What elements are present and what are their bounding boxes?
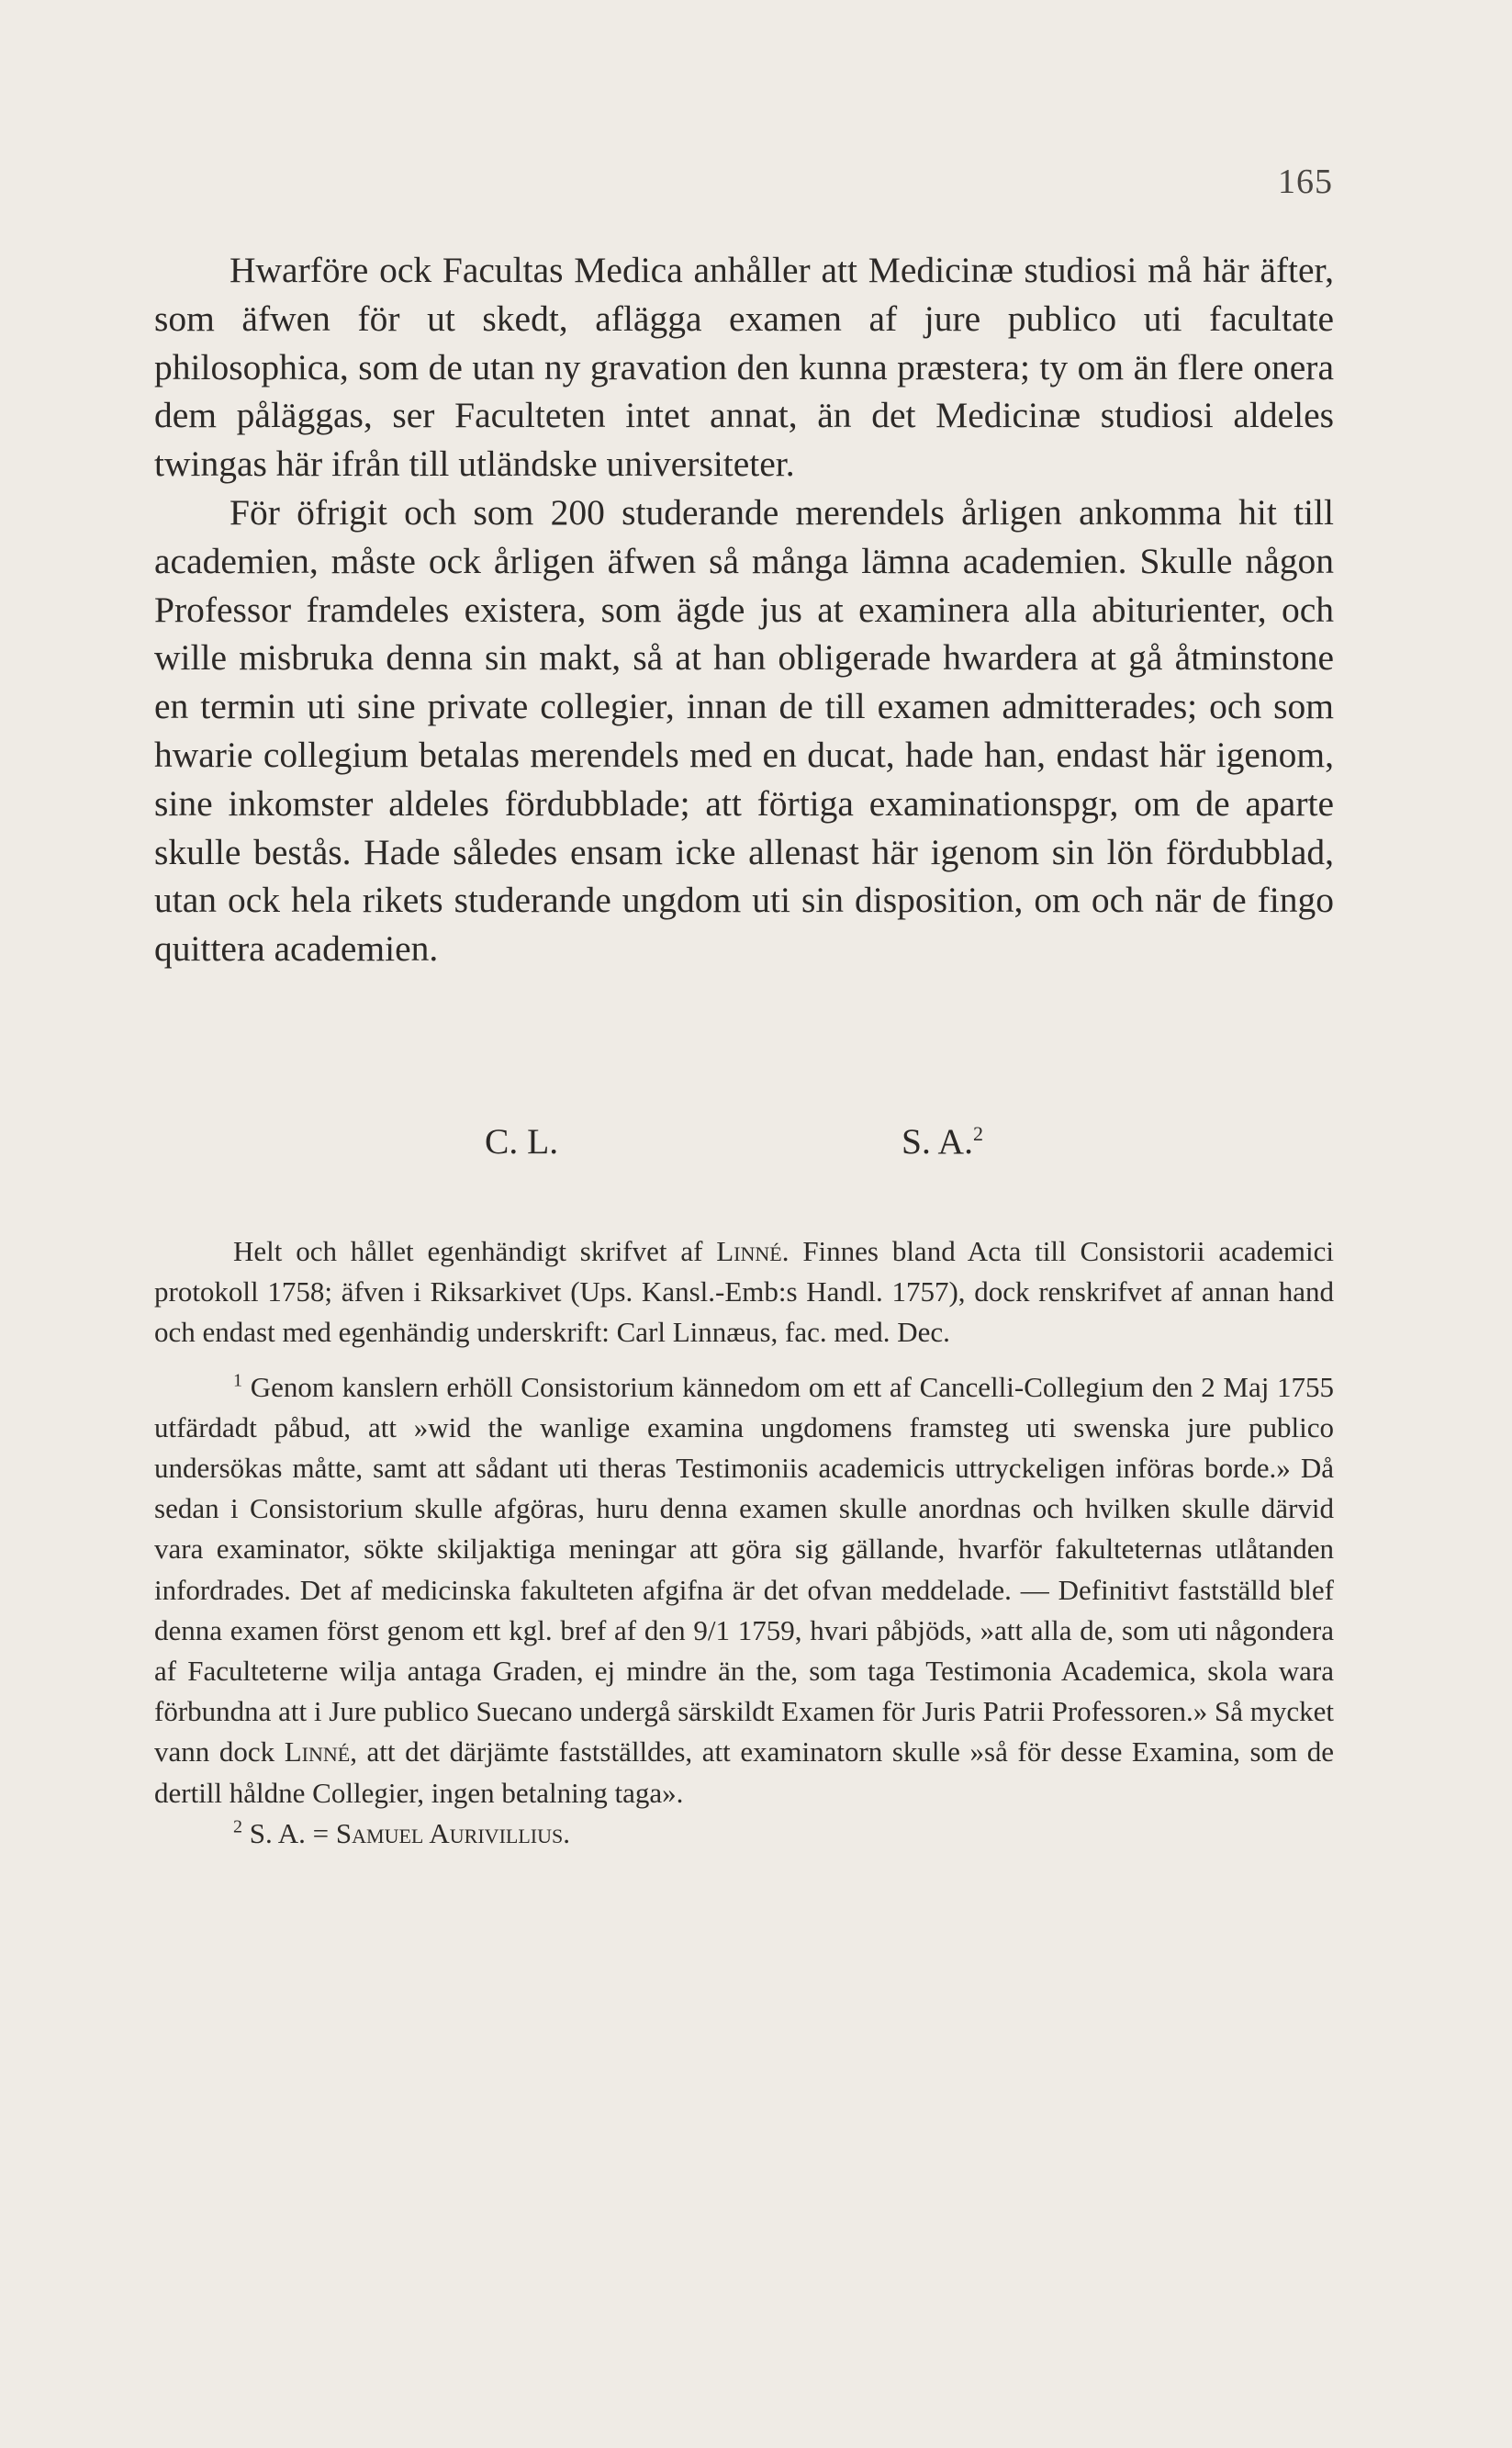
source-note-author: Linné	[716, 1235, 782, 1267]
footnote-2-text: S. A. =	[249, 1816, 336, 1849]
signature-left: C. L.	[485, 1121, 559, 1162]
page-number: 165	[1278, 163, 1333, 201]
source-note-text-after: . Finnes bland Acta till Consistorii academici protokoll 1758; äfven i Riksarkivet (Ups. Kansl.-Emb:s Handl. 1757), dock renskrifvet af annan hand och endast med egenhändig underskrift: Carl Linnæus, fac. med. Dec.	[154, 1235, 1334, 1349]
main-paragraph-1: Hwarföre ock Facultas Medica anhåller att Medicinæ studiosi må här äfter, som äfwen för ut skedt, aflägga examen af jure publico uti facultate philosophica, som de utan ny gravation den kunna præstera; ty om än flere onera dem påläggas, ser Faculteten intet annat, än det Medicinæ studiosi aldeles twingas här ifrån till utländske universiteter.	[154, 250, 1334, 485]
footnote-1-text-b: 1759, hvari påbjöds, »att alla de, som uti någondera af Faculteterne wilja antaga Graden, ej mindre än the, som taga Testimonia Academica, skola wara förbundna att i Jure publico Suecano undergå särskildt Examen för Juris Patrii Professoren.» Så mycket vann dock	[154, 1613, 1335, 1769]
signature-right-initials: S. A.	[902, 1121, 973, 1162]
footnote-2-end: .	[563, 1816, 570, 1849]
footnote-1-date: 9/1	[693, 1613, 730, 1646]
main-text	[154, 246, 1334, 973]
footnote-reference-2: 2	[972, 1121, 983, 1145]
source-note	[154, 1231, 1334, 1353]
signature-right	[902, 1117, 983, 1165]
footnote-2	[154, 1814, 1334, 1854]
notes-section	[154, 1231, 1334, 1854]
footnote-1-author: Linné	[284, 1735, 351, 1769]
footnote-1-text-c: , att det därjämte fastställdes, att examinatorn skulle »så för desse Examina, som de dertill håldne Collegier, ingen betalning taga».	[154, 1735, 1334, 1809]
footnote-1-marker: 1	[233, 1370, 242, 1391]
footnote-1-text-a: Genom kanslern erhöll Consistorium kännedom om ett af Cancelli-Collegium den 2 Maj 1755 utfärdadt påbud, att »wid the wanlige examina ungdomens framsteg uti swenska jure publico undersökas måtte, samt att sådant uti theras Testimoniis academicis uttryckeligen införas borde.» Då sedan i Consistorium skulle afgöras, huru denna examen skulle anordnas och hvilken skulle därvid vara examinator, sökte skiljaktiga meningar att göra sig gällande, hvarför fakulteternas utlåtanden infordrades. Det af medicinska fakulteten afgifna är det ofvan meddelade. — Definitivt fastställd blef denna examen först genom ett kgl. bref af den	[154, 1370, 1334, 1646]
footnote-2-marker: 2	[233, 1816, 242, 1837]
footnote-2-name: Samuel Aurivillius	[335, 1816, 564, 1849]
source-note-text-before: Helt och hållet egenhändigt skrifvet af	[233, 1235, 717, 1267]
footnote-1	[154, 1367, 1334, 1814]
main-paragraph-2: För öfrigit och som 200 studerande merendels årligen ankomma hit till academien, måste ock årligen äfwen så många lämna academien. Skulle någon Professor framdeles existera, som ägde jus at examinera alla abiturienter, och wille misbruka denna sin makt, så at han obligerade hwardera at gå åtminstone en termin uti sine private collegier, innan de till examen admitterades; och som hwarie collegium betalas merendels med en ducat, hade han, endast här igenom, sine inkomster aldeles fördubblade; att förtiga examinationspgr, om de aparte skulle bestås. Hade således ensam icke allenast här igenom sin lön fördubblad, utan ock hela rikets studerande ungdom uti sin disposition, om och när de fingo quittera academien.	[154, 491, 1334, 970]
